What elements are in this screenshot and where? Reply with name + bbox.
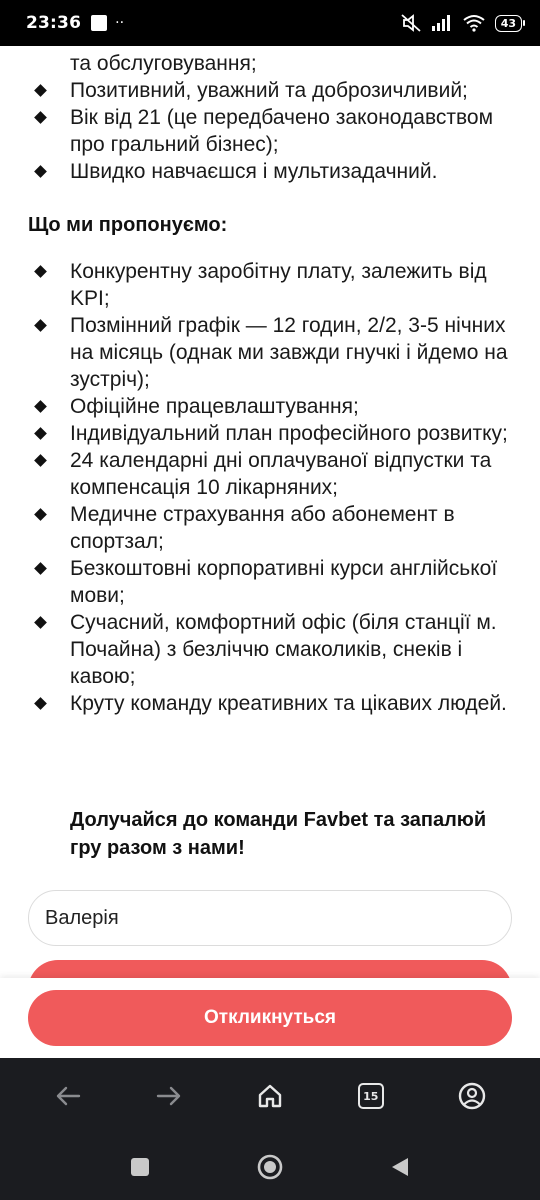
vacancy-content[interactable] [0,46,540,978]
name-input[interactable] [28,890,512,946]
bullet-icon [34,400,47,413]
home-button[interactable] [243,1069,297,1123]
requirements-list [0,50,540,185]
forward-button[interactable] [142,1069,196,1123]
list-item-text: Конкурентну заробітну плату, залежить від KPI; [70,260,487,310]
bullet-icon [34,508,47,521]
battery-icon: 43 [495,15,522,32]
list-item-text: 24 календарні дні оплачуваної відпустки та компенсація 10 лікарняних; [70,449,492,499]
bullet-icon [34,165,47,178]
arrow-left-icon [55,1085,81,1107]
bullet-icon [34,427,47,440]
tabs-count: 15 [358,1083,384,1109]
bullet-icon [34,84,47,97]
bullet-icon [34,697,47,710]
submit-button-partial[interactable] [28,960,512,978]
recents-button[interactable] [120,1147,160,1187]
list-item [0,690,540,717]
list-item [0,50,540,77]
list-item-text: Швидко навчаєшся і мультизадачний. [70,160,438,183]
arrow-right-icon [156,1085,182,1107]
list-item [0,609,540,690]
list-item [0,258,540,312]
offer-list [0,258,540,717]
list-item [0,420,540,447]
list-item-text: Круту команду креативних та цікавих людей. [70,692,507,715]
more-notifications-icon: ·· [115,15,125,31]
list-item-text: Індивідуальний план професійного розвитку; [70,422,508,445]
square-icon [130,1157,150,1177]
list-item [0,104,540,158]
bullet-icon [34,265,47,278]
wifi-icon [462,14,486,32]
home-icon [257,1083,283,1109]
list-item-text: та обслуговування; [70,52,257,75]
system-navigation-bar [0,1134,540,1200]
list-item-text: Сучасний, комфортний офіс (біля станції м. Почайна) з безліччю смаколиків, снеків і кавою; [70,611,497,688]
bullet-icon [34,111,47,124]
apply-button[interactable]: Откликнуться [28,990,512,1046]
list-item [0,447,540,501]
list-item [0,501,540,555]
bullet-icon [34,319,47,332]
list-item-text: Офіційне працевлаштування; [70,395,359,418]
back-button[interactable] [41,1069,95,1123]
closing-call-to-action: Долучайся до команди Favbet та запалюй гру разом з нами! [70,809,487,859]
status-bar [0,0,540,46]
list-item [0,77,540,104]
list-item-text: Медичне страхування або абонемент в спортзал; [70,503,455,553]
list-item [0,555,540,609]
list-item-text: Безкоштовні корпоративні курси англійської мови; [70,557,498,607]
sticky-apply-bar [0,978,540,1058]
account-icon [458,1082,486,1110]
triangle-back-icon [389,1156,411,1178]
list-item-text: Позмінний графік — 12 годин, 2/2, 3-5 нічних на місяць (однак ми завжди гнучкі і йдемо на зустріч); [70,314,508,391]
status-time: 23:36 [26,13,82,33]
list-item [0,158,540,185]
bullet-icon [34,562,47,575]
signal-icon [431,14,453,32]
browser-toolbar [0,1058,540,1134]
system-home-button[interactable] [250,1147,290,1187]
account-button[interactable] [445,1069,499,1123]
list-item-text: Вік від 21 (це передбачено законодавством про гральний бізнес); [70,106,494,156]
notification-icon [91,15,107,31]
mute-icon [400,13,422,33]
list-item [0,312,540,393]
list-item [0,393,540,420]
tabs-button[interactable] [344,1069,398,1123]
system-back-button[interactable] [380,1147,420,1187]
bullet-icon [34,454,47,467]
offer-heading: Що ми пропонуємо: [28,214,228,236]
circle-icon [256,1153,284,1181]
list-item-text: Позитивний, уважний та доброзичливий; [70,79,468,102]
bullet-icon [34,616,47,629]
